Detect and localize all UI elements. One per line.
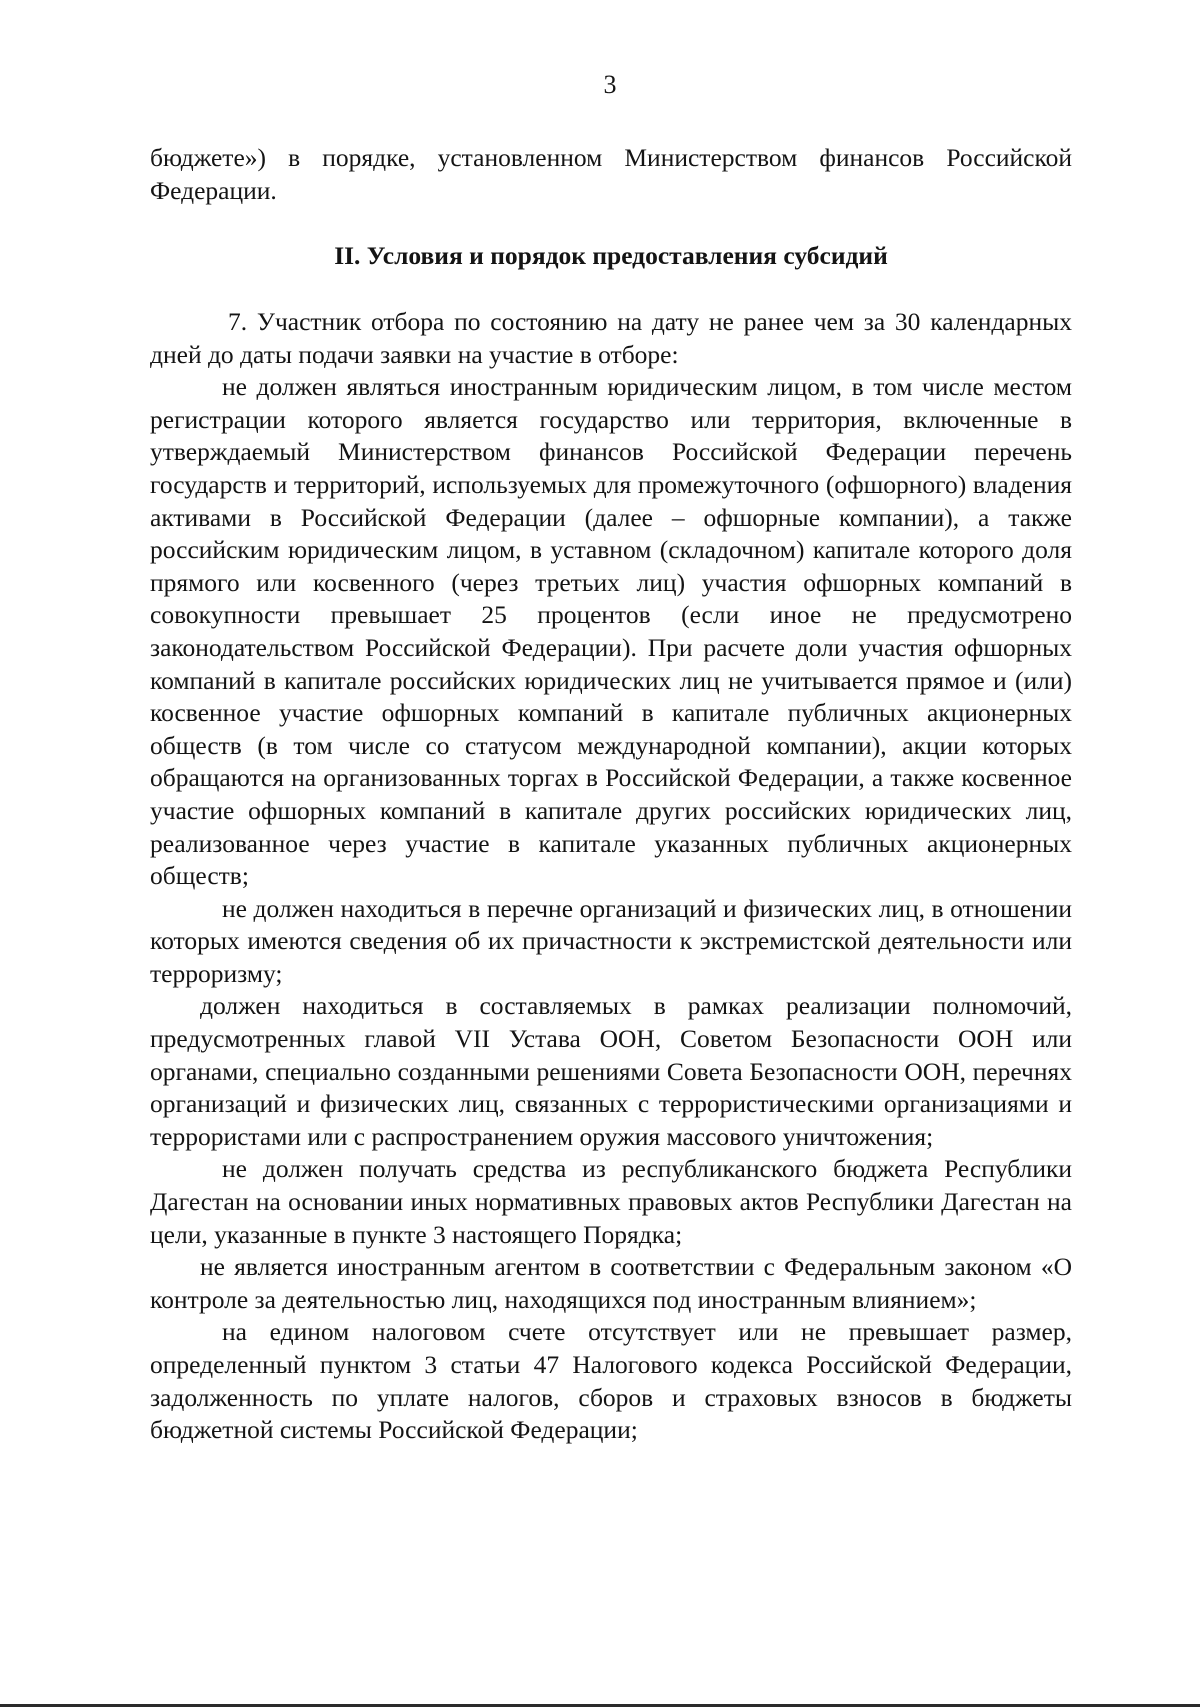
page-number: 3 [603, 70, 617, 99]
paragraph-offshore-condition: не должен являться иностранным юридическим лицом, в том числе местом регистрации которого является государство или территория, включенные в утверждаемый Министерством финансов Российской Федерации перечень государств и территорий, используемых для промежуточного (офшорного) владения активами в Российской Федерации (далее – офшорные компании), а также российским юридическим лицом, в уставном (складочном) капитале которого доля прямого или косвенного (через третьих лиц) участия офшорных компаний в совокупности превышает 25 процентов (если иное не предусмотрено законодательством Российской Федерации). При расчете доли участия офшорных компаний в капитале российских юридических лиц не учитывается прямое и (или) косвенное участие офшорных компаний в капитале публичных акционерных обществ (в том числе со статусом международной компании), акции которых обращаются на организованных торгах в Российской Федерации, а также косвенное участие офшорных компаний в капитале других российских юридических лиц, реализованное через участие в капитале указанных публичных акционерных обществ; [150, 372, 1072, 891]
section-body [150, 306, 1072, 1447]
paragraph-foreign-agent-condition: не является иностранным агентом в соответствии с Федеральным законом «О контроле за деятельностью лиц, находящихся под иностранным влиянием»; [150, 1252, 1072, 1314]
section-heading: II. Условия и порядок предоставления субсидий [334, 241, 888, 270]
paragraph-tax-debt-condition: на едином налоговом счете отсутствует или не превышает размер, определенный пунктом 3 статьи 47 Налогового кодекса Российской Федерации, задолженность по уплате налогов, сборов и страховых взносов в бюджеты бюджетной системы Российской Федерации; [150, 1317, 1072, 1445]
paragraph-un-list-condition: должен находиться в составляемых в рамках реализации полномочий, предусмотренных главой VII Устава ООН, Советом Безопасности ООН или органами, специально созданными решениями Совета Безопасности ООН, перечнях организаций и физических лиц, связанных с террористическими организациями и террористами или с распространением оружия массового уничтожения; [150, 991, 1072, 1151]
paragraph-item-7: 7. Участник отбора по состоянию на дату не ранее чем за 30 календарных дней до даты подачи заявки на участие в отборе: [150, 307, 1072, 369]
paragraph-extremism-condition: не должен находиться в перечне организаций и физических лиц, в отношении которых имеются сведения об их причастности к экстремистской деятельности или терроризму; [150, 893, 1072, 988]
intro-paragraph: бюджете») в порядке, установленном Министерством финансов Российской Федерации. [150, 143, 1072, 205]
paragraph-budget-funds-condition: не должен получать средства из республиканского бюджета Республики Дагестан на основании иных нормативных правовых актов Республики Дагестан на цели, указанные в пункте 3 настоящего Порядка; [150, 1154, 1072, 1249]
